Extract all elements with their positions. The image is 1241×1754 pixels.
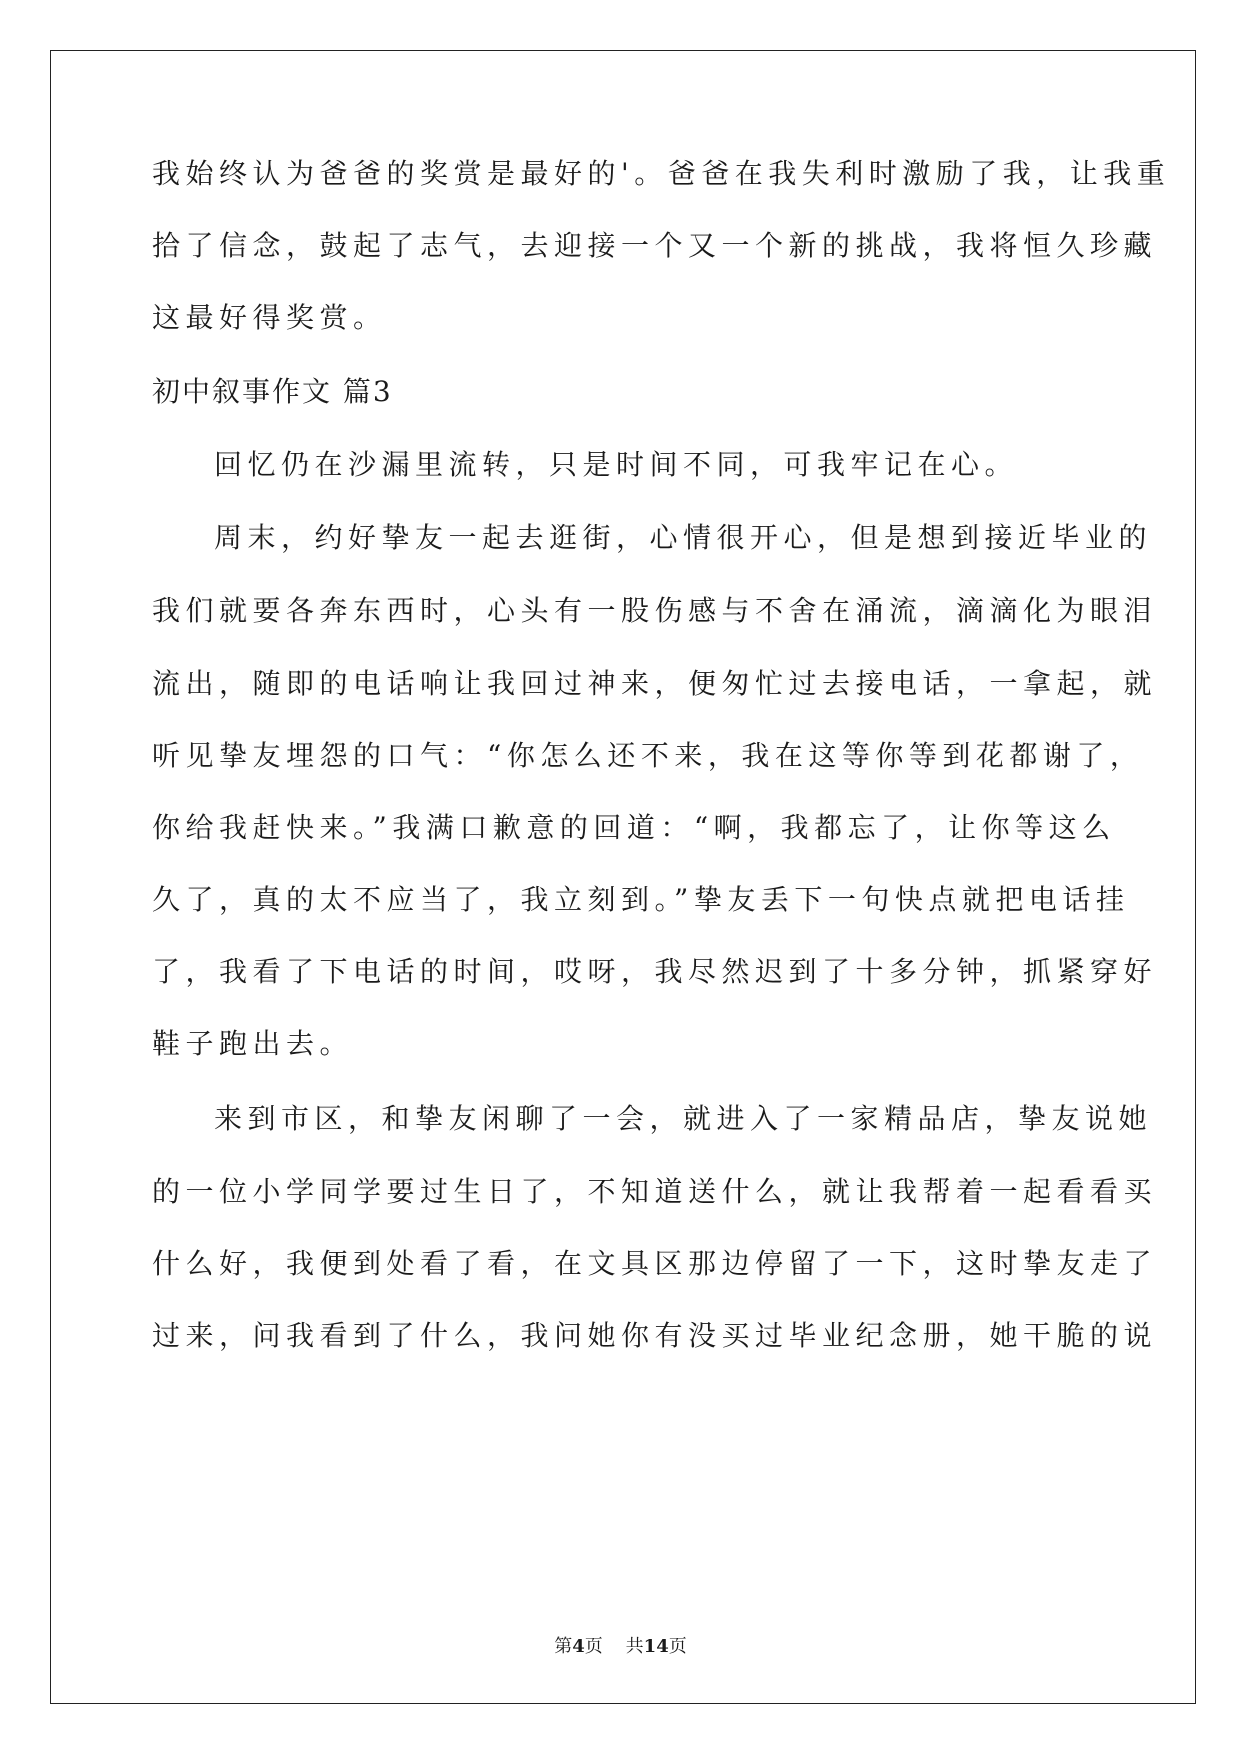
text-line: 过来，问我看到了什么，我问她你有没买过毕业纪念册，她干脆的说 <box>152 1319 1158 1352</box>
page-footer <box>0 1632 1241 1658</box>
page-label-suffix: 页 <box>584 1636 603 1657</box>
text-line: 什么好，我便到处看了看，在文具区那边停留了一下，这时挚友走了 <box>152 1247 1158 1280</box>
text-line: 鞋子跑出去。 <box>152 1027 354 1060</box>
page-label-prefix: 第 <box>554 1636 573 1657</box>
text-line: 来到市区，和挚友闲聊了一会，就进入了一家精品店，挚友说她 <box>214 1102 1153 1135</box>
section-heading: 初中叙事作文 篇3 <box>152 375 393 408</box>
total-pages-number: 14 <box>643 1636 669 1657</box>
total-label-prefix: 共 <box>625 1636 644 1657</box>
text-line: 流出，随即的电话响让我回过神来，便匆忙过去接电话，一拿起，就 <box>152 667 1158 700</box>
text-line: 拾了信念，鼓起了志气，去迎接一个又一个新的挑战，我将恒久珍藏 <box>152 229 1158 262</box>
text-line: 听见挚友埋怨的口气：“你怎么还不来，我在这等你等到花都谢了， <box>152 739 1144 772</box>
text-line: 的一位小学同学要过生日了，不知道送什么，就让我帮着一起看看买 <box>152 1175 1158 1208</box>
text-line: 了，我看了下电话的时间，哎呀，我尽然迟到了十多分钟，抓紧穿好 <box>152 955 1158 988</box>
current-page-number: 4 <box>572 1636 585 1657</box>
text-line: 这最好得奖赏。 <box>152 301 387 334</box>
total-label-suffix: 页 <box>668 1636 687 1657</box>
text-line: 我们就要各奔东西时，心头有一股伤感与不舍在涌流，滴滴化为眼泪 <box>152 594 1158 627</box>
text-line: 久了，真的太不应当了，我立刻到。”挚友丢下一句快点就把电话挂 <box>152 883 1130 916</box>
text-line: 回忆仍在沙漏里流转，只是时间不同，可我牢记在心。 <box>214 448 1019 481</box>
text-line: 我始终认为爸爸的奖赏是最好的'。爸爸在我失利时激励了我，让我重 <box>152 157 1171 190</box>
page-border <box>50 50 1196 1704</box>
text-line: 你给我赶快来。”我满口歉意的回道：“啊，我都忘了，让你等这么 <box>152 811 1116 844</box>
text-line: 周末，约好挚友一起去逛街，心情很开心，但是想到接近毕业的 <box>214 521 1153 554</box>
